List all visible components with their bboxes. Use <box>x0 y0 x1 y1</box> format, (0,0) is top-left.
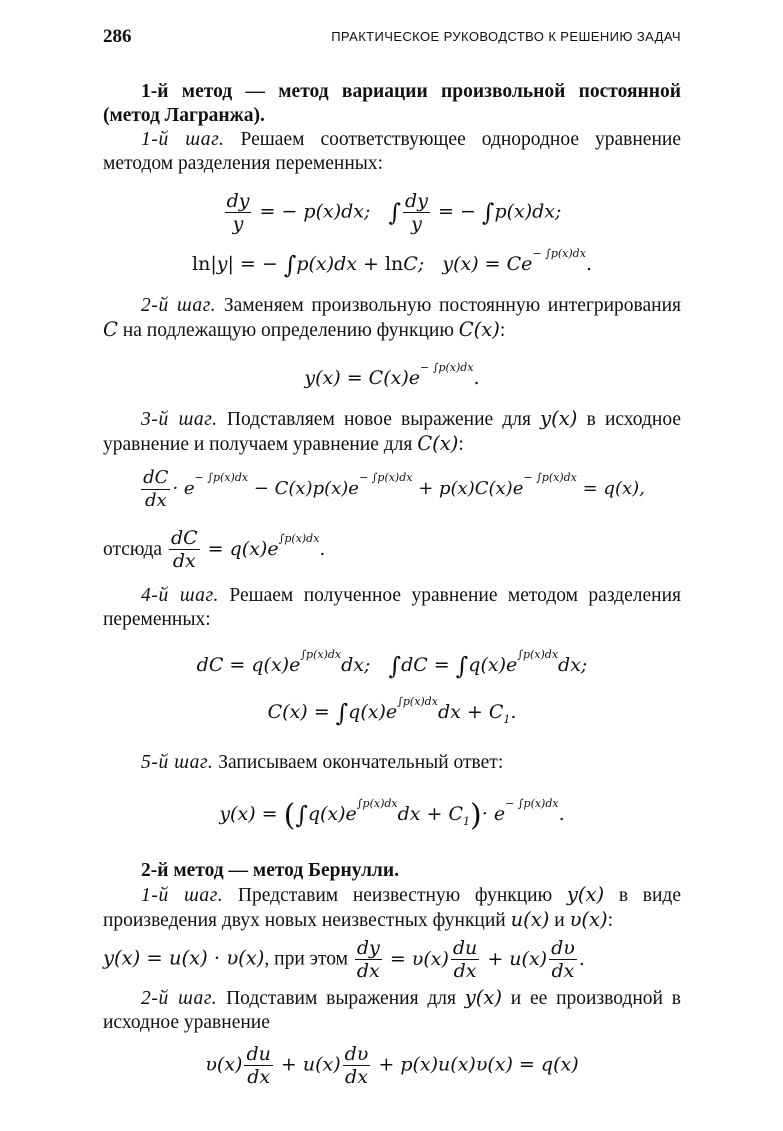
equation-line: dC = $q(x)e^{\int p(x)dx}dx$; $\int dC = \int q(x)e^{\int p(x)dx}dx$; <box>196 648 588 680</box>
page-body <box>103 80 681 1088</box>
step-label: 5-й шаг. <box>141 752 214 773</box>
page-number: 286 <box>103 26 132 47</box>
step-text: Решаем соответствующее однородное уравнение методом разделения переменных: <box>103 129 681 174</box>
equation-line: $\frac{dy}{y}$ = − p(x)dx; ∫ $\frac{dy}{y}$ = − ∫p(x)dx; <box>226 190 562 235</box>
step-label: 1-й шаг. <box>141 885 224 906</box>
method1-step5: 5-й шаг. Записываем окончательный ответ: <box>141 752 504 773</box>
equation-line: $C(x) = \int q(x)e^{\int p(x)dx}dx + C_1$. <box>267 695 517 727</box>
method2-step1: 1-й шаг. Представим неизвестную функцию y(x) в виде произведения двух новых неизвестных функций u(x) и υ(x): <box>103 883 681 931</box>
product-line: y(x) = u(x) · υ(x), при этом $\frac{dy}{dx}$ = υ(x) $\frac{du}{dx}$ + u(x) $\frac{d\upsilon}{dx}$ . <box>103 937 585 982</box>
equation-substitution: $y(x) = C(x)e^{- \int p(x)dx}$. <box>304 361 480 389</box>
equation-integration <box>103 642 681 733</box>
method1-step4: 4-й шаг. Решаем полученное уравнение методом разделения переменных: <box>103 585 681 630</box>
step-label: 2-й шаг. <box>141 988 218 1009</box>
method1-step2: 2-й шаг. Заменяем произвольную постоянную интегрирования C на подлежащую определению функцию C(x): <box>103 295 681 341</box>
step-label: 4-й шаг. <box>141 585 219 606</box>
method1-step3: 3-й шаг. Подставляем новое выражение для y(x) в исходное уравнение и получаем уравнение для C(x): <box>103 407 681 455</box>
running-title: ПРАКТИЧЕСКОЕ РУКОВОДСТВО К РЕШЕНИЮ ЗАДАЧ <box>331 29 681 44</box>
equation-separation <box>103 190 681 278</box>
step-label: 3-й шаг. <box>141 409 218 430</box>
method1-title: 1-й метод — метод вариации произвольной постоянной (метод Лагранжа). <box>103 81 681 126</box>
step-label: 2-й шаг. <box>141 295 217 316</box>
method2-title: 2-й метод — метод Бернулли. <box>141 860 399 881</box>
page-header <box>103 26 681 50</box>
equation-line: ln|y| = − ∫p(x)dx + lnC; $y(x) = Ce^{- \int p(x)dx}$. <box>192 247 592 279</box>
equation-bernoulli: υ(x) $\frac{du}{dx}$ + u(x) $\frac{d\upsilon}{dx}$ + p(x)u(x)υ(x) = q(x) <box>205 1043 579 1088</box>
method1-step1 <box>103 128 681 176</box>
equation-answer: $y(x) = (\int q(x)e^{\int p(x)dx}dx + C_1)\cdot e^{- \int p(x)dx}$. <box>219 797 565 833</box>
step-label: 1-й шаг. <box>141 129 225 150</box>
hence-line: отсюда $\frac{dC}{dx}$ = $q(x)e^{\int p(x)dx}$. <box>103 527 326 572</box>
method2-step2: 2-й шаг. Подставим выражения для y(x) и ее производной в исходное уравнение <box>103 986 681 1033</box>
equation-for-C: $\frac{dC}{dx}$ · $e^{- \int p(x)dx} - C(x)p(x)e^{- \int p(x)dx} + p(x)C(x)e^{- \int p(x)dx} = q(x)$, <box>143 466 645 511</box>
